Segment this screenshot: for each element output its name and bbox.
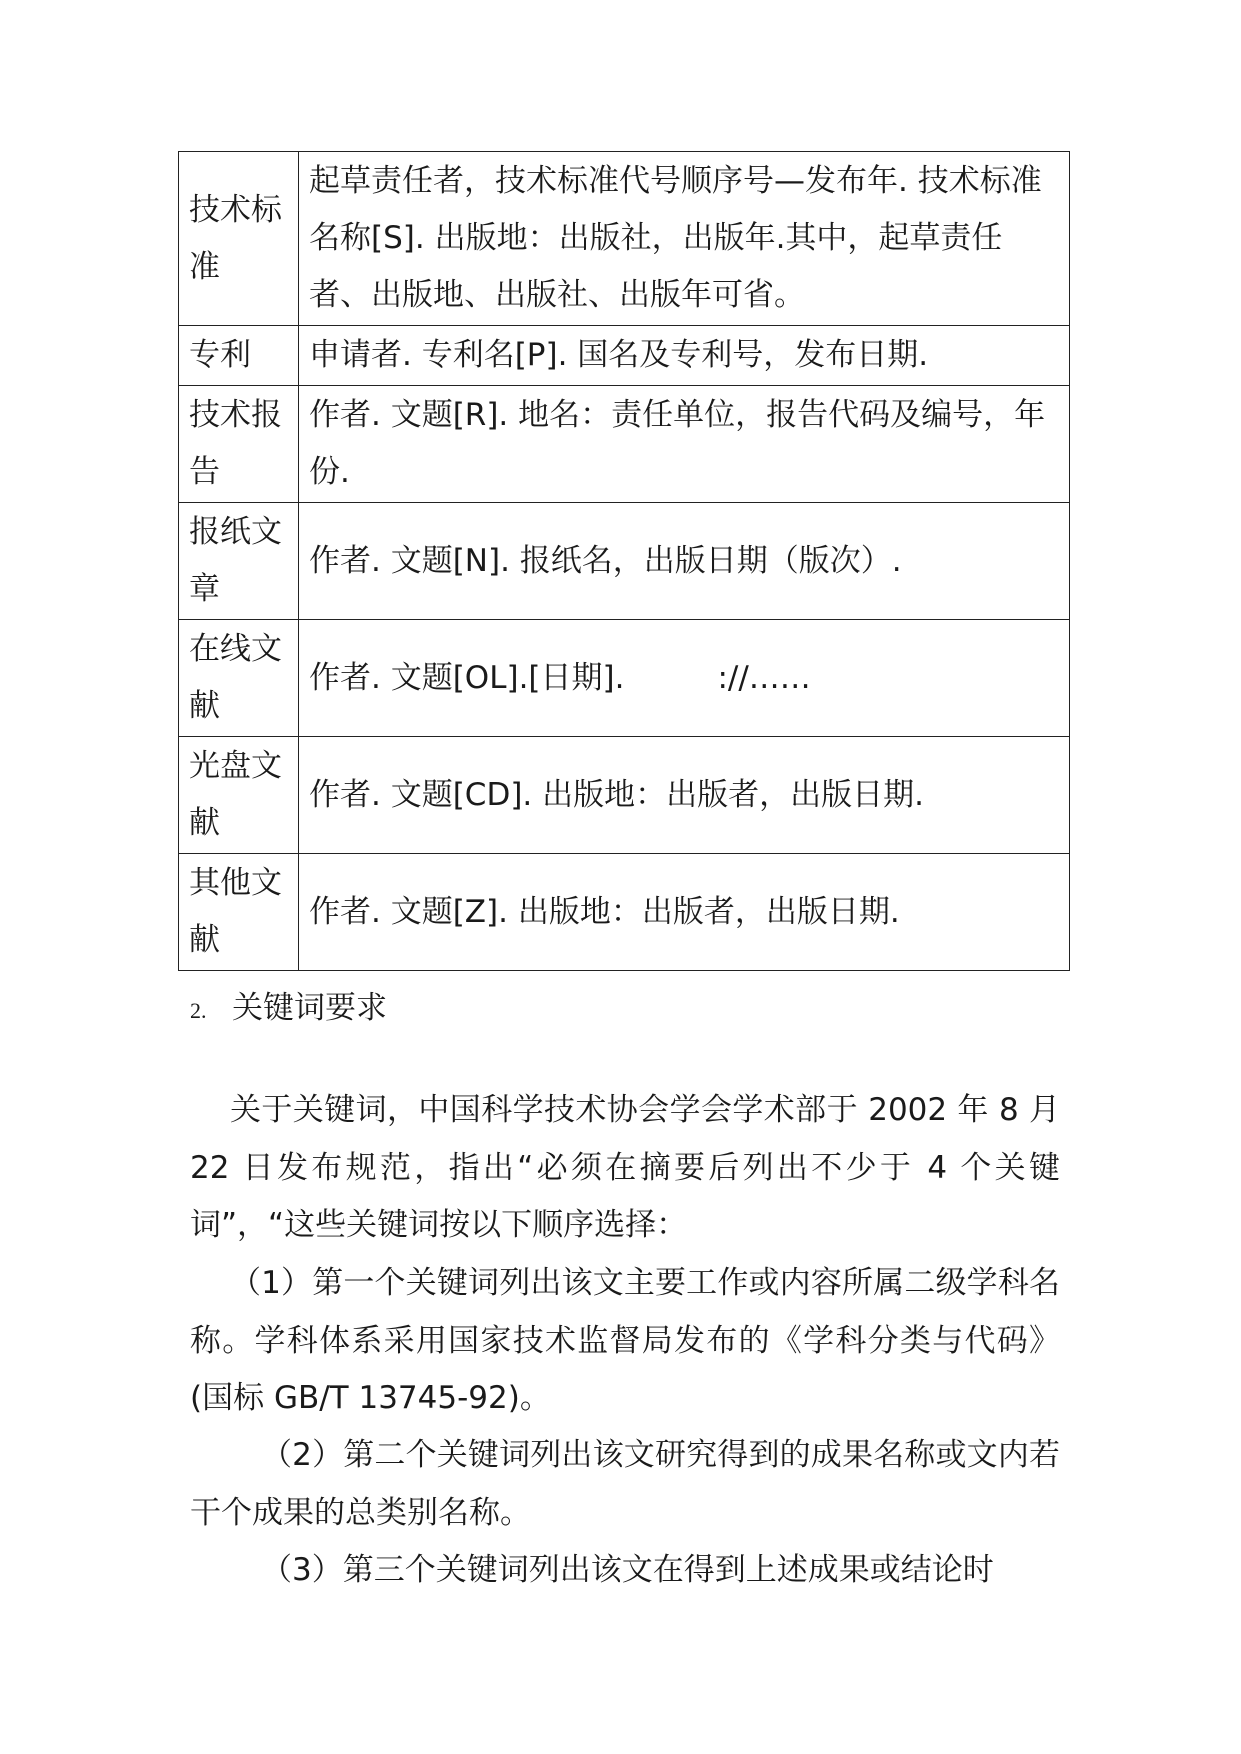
section-number: 2. <box>190 998 207 1023</box>
reference-type-cell: 在线文献 <box>179 620 299 737</box>
reference-type-cell: 技术标准 <box>179 152 299 326</box>
table-row <box>179 737 1070 854</box>
reference-format-cell: 作者. 文题[CD]. 出版地：出版者，出版日期. <box>299 737 1070 854</box>
table-row <box>179 503 1070 620</box>
table-row <box>179 386 1070 503</box>
reference-format-cell: 作者. 文题[R]. 地名：责任单位，报告代码及编号，年份. <box>299 386 1070 503</box>
section-heading <box>190 980 387 1039</box>
reference-format-cell: 作者. 文题[N]. 报纸名，出版日期（版次）. <box>299 503 1070 620</box>
section-title: 关键词要求 <box>232 990 387 1026</box>
reference-format-table <box>178 151 1070 971</box>
reference-format-cell: 申请者. 专利名[P]. 国名及专利号，发布日期. <box>299 326 1070 386</box>
reference-type-cell: 报纸文章 <box>179 503 299 620</box>
reference-format-cell: 起草责任者，技术标准代号顺序号—发布年. 技术标准名称[S]. 出版地：出版社，出版年.其中，起草责任者、出版地、出版社、出版年可省。 <box>299 152 1070 326</box>
table-row <box>179 152 1070 326</box>
reference-type-cell: 技术报告 <box>179 386 299 503</box>
reference-type-cell: 光盘文献 <box>179 737 299 854</box>
table-row <box>179 620 1070 737</box>
reference-type-cell: 其他文献 <box>179 854 299 971</box>
paragraph-keywords-intro: 关于关键词，中国科学技术协会学会学术部于 2002 年 8 月 22 日发布规范，指出“必须在摘要后列出不少于 4 个关键词”，“这些关键词按以下顺序选择： <box>190 1092 1060 1243</box>
reference-format-cell: 作者. 文题[Z]. 出版地：出版者，出版日期. <box>299 854 1070 971</box>
table-row <box>179 326 1070 386</box>
paragraph-keyword-3: （3）第三个关键词列出该文在得到上述成果或结论时 <box>261 1552 994 1588</box>
table-row <box>179 854 1070 971</box>
paragraph-keyword-1: （1）第一个关键词列出该文主要工作或内容所属二级学科名称。学科体系采用国家技术监督局发布的《学科分类与代码》(国标 GB/T 13745-92)。 <box>190 1265 1060 1416</box>
reference-format-cell: 作者. 文题[OL].[日期]. ://…… <box>299 620 1070 737</box>
reference-type-cell: 专利 <box>179 326 299 386</box>
paragraph-keyword-2: （2）第二个关键词列出该文研究得到的成果名称或文内若干个成果的总类别名称。 <box>190 1437 1060 1531</box>
